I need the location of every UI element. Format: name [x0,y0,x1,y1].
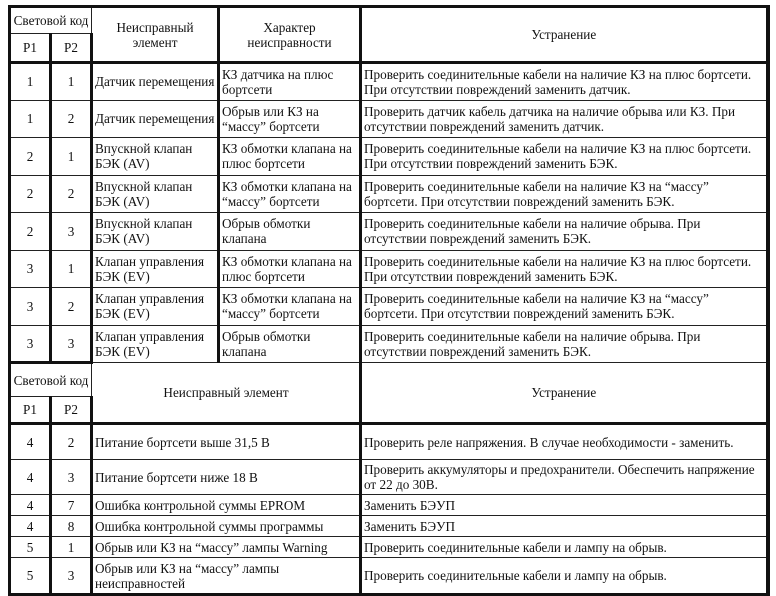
remedy-cell: Проверить соединительные кабели на наличие КЗ на плюс бортсети. При отсутствии повреждений заменить БЭК. [361,250,768,288]
header-row [10,363,768,397]
remedy-header: Устранение [361,363,768,424]
p2-cell: 2 [51,100,92,138]
p1-cell: 2 [10,138,51,176]
remedy-cell: Заменить БЭУП [361,516,768,537]
table-row [10,325,768,363]
p2-cell: 1 [51,537,92,558]
p2-cell: 7 [51,495,92,516]
table-row [10,537,768,558]
p2-cell: 3 [51,325,92,363]
p2-cell: 8 [51,516,92,537]
remedy-cell: Заменить БЭУП [361,495,768,516]
header-row [10,7,768,34]
remedy-cell: Проверить соединительные кабели на наличие КЗ на “массу” бортсети. При отсутствии повреждений заменить БЭК. [361,175,768,213]
p1-cell: 1 [10,63,51,101]
table-row [10,460,768,495]
remedy-header: Устранение [361,7,768,63]
remedy-cell: Проверить соединительные кабели и лампу на обрыв. [361,558,768,595]
fault-cell: КЗ обмотки клапана на плюс бортсети [219,250,361,288]
p1-cell: 4 [10,460,51,495]
p1-header: P1 [10,34,51,63]
p2-cell: 2 [51,424,92,460]
fault-header: Характер неисправности [219,7,361,63]
p2-cell: 1 [51,63,92,101]
element-cell: Впускной клапан БЭК (AV) [92,213,219,251]
table-row [10,558,768,595]
element-cell: Клапан управления БЭК (EV) [92,250,219,288]
remedy-cell: Проверить соединительные кабели на наличие обрыва. При отсутствии повреждений заменить БЭК. [361,325,768,363]
element-cell: Питание бортсети выше 31,5 В [92,424,361,460]
remedy-cell: Проверить соединительные кабели и лампу на обрыв. [361,537,768,558]
p2-cell: 3 [51,558,92,595]
table-row [10,63,768,101]
light-code-header: Световой код [10,363,92,397]
fault-code-table [8,5,770,596]
remedy-cell: Проверить датчик кабель датчика на наличие обрыва или КЗ. При отсутствии повреждений заменить датчик. [361,100,768,138]
fault-cell: Обрыв или КЗ на “массу” бортсети [219,100,361,138]
table-row [10,288,768,326]
fault-cell: КЗ обмотки клапана на плюс бортсети [219,138,361,176]
p1-cell: 5 [10,558,51,595]
fault-cell: Обрыв обмотки клапана [219,213,361,251]
element-cell: Датчик перемещения [92,100,219,138]
remedy-cell: Проверить соединительные кабели на наличие КЗ на “массу” бортсети. При отсутствии повреждений заменить БЭК. [361,288,768,326]
element-cell: Датчик перемещения [92,63,219,101]
element-cell: Клапан управления БЭК (EV) [92,325,219,363]
p1-cell: 3 [10,288,51,326]
p1-header: P1 [10,397,51,424]
fault-cell: Обрыв обмотки клапана [219,325,361,363]
light-code-header: Световой код [10,7,92,34]
remedy-cell: Проверить соединительные кабели на наличие КЗ на плюс бортсети. При отсутствии повреждений заменить БЭК. [361,138,768,176]
table-row [10,138,768,176]
p2-cell: 1 [51,250,92,288]
element-cell: Питание бортсети ниже 18 В [92,460,361,495]
fault-cell: КЗ датчика на плюс бортсети [219,63,361,101]
p2-cell: 2 [51,175,92,213]
table-row [10,213,768,251]
p2-cell: 3 [51,460,92,495]
p1-cell: 3 [10,325,51,363]
table-row [10,100,768,138]
p1-cell: 5 [10,537,51,558]
element-cell: Впускной клапан БЭК (AV) [92,175,219,213]
p2-header: P2 [51,34,92,63]
element-cell: Ошибка контрольной суммы программы [92,516,361,537]
element-cell: Обрыв или КЗ на “массу” лампы Warning [92,537,361,558]
fault-cell: КЗ обмотки клапана на “массу” бортсети [219,288,361,326]
p1-cell: 3 [10,250,51,288]
table-row [10,495,768,516]
remedy-cell: Проверить реле напряжения. В случае необходимости - заменить. [361,424,768,460]
p2-cell: 1 [51,138,92,176]
table-row [10,250,768,288]
remedy-cell: Проверить аккумуляторы и предохранители. Обеспечить напряжение от 22 до 30В. [361,460,768,495]
element-header: Неисправный элемент [92,363,361,424]
table-row [10,424,768,460]
element-header: Неисправный элемент [92,7,219,63]
p2-header: P2 [51,397,92,424]
remedy-cell: Проверить соединительные кабели на наличие КЗ на плюс бортсети. При отсутствии повреждений заменить датчик. [361,63,768,101]
p1-cell: 4 [10,424,51,460]
element-cell: Обрыв или КЗ на “массу” лампы неисправностей [92,558,361,595]
element-cell: Впускной клапан БЭК (AV) [92,138,219,176]
p1-cell: 4 [10,495,51,516]
p1-cell: 1 [10,100,51,138]
remedy-cell: Проверить соединительные кабели на наличие обрыва. При отсутствии повреждений заменить БЭК. [361,213,768,251]
table-row [10,175,768,213]
p2-cell: 2 [51,288,92,326]
element-cell: Ошибка контрольной суммы EPROM [92,495,361,516]
p1-cell: 2 [10,213,51,251]
p2-cell: 3 [51,213,92,251]
fault-cell: КЗ обмотки клапана на “массу” бортсети [219,175,361,213]
table-row [10,516,768,537]
p1-cell: 4 [10,516,51,537]
element-cell: Клапан управления БЭК (EV) [92,288,219,326]
p1-cell: 2 [10,175,51,213]
